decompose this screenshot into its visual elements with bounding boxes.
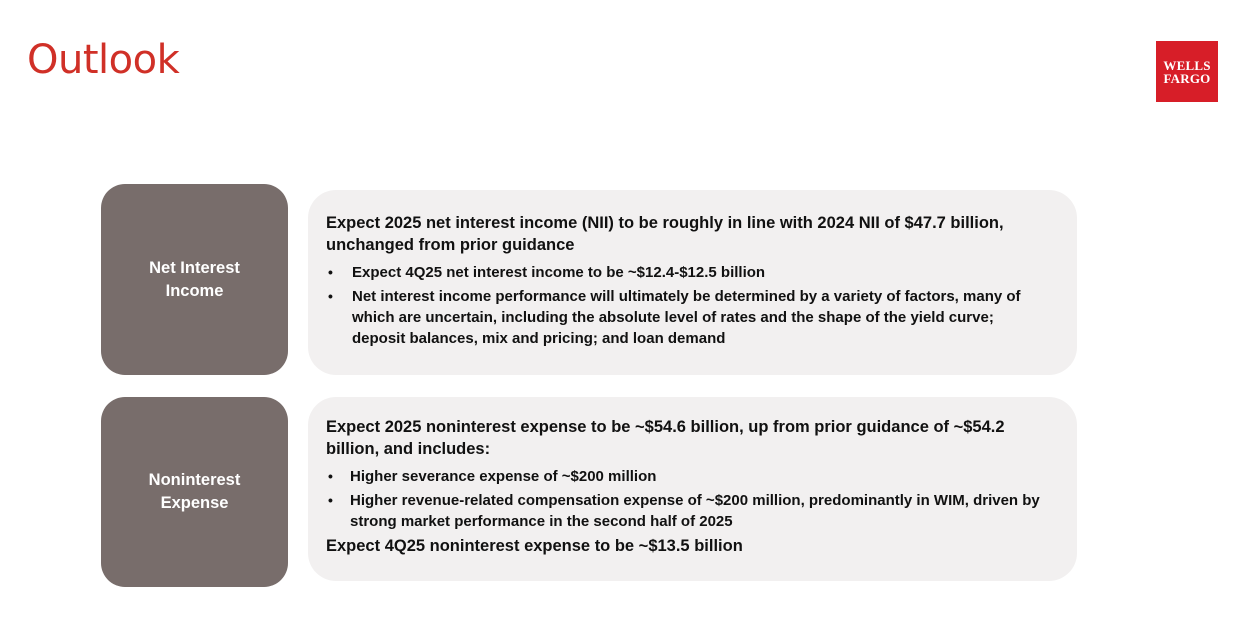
logo-line-1: WELLS <box>1163 57 1211 73</box>
section-content-noninterest-expense <box>308 397 1077 581</box>
section-label-line-1: Noninterest <box>148 471 241 489</box>
logo-line-2: FARGO <box>1163 70 1211 86</box>
bullet-item: • Higher severance expense of ~$200 million <box>326 466 1047 487</box>
section-trailer-text: Expect 4Q25 noninterest expense to be ~$13.5 billion <box>326 537 743 555</box>
section-lead-text: Expect 2025 net interest income (NII) to be roughly in line with 2024 NII of $47.7 billion, unchanged from prior guidance <box>326 214 1004 254</box>
section-label-noninterest-expense <box>101 397 288 587</box>
bullet-item: • Expect 4Q25 net interest income to be ~$12.4-$12.5 billion <box>326 262 1047 283</box>
section-label-line-2: Income <box>165 281 224 300</box>
section-label-text <box>149 257 240 303</box>
section-label-text <box>149 469 241 515</box>
logo-text <box>1163 59 1210 85</box>
bullet-item: • Net interest income performance will ultimately be determined by a variety of factors, many of which are uncertain, including the absolute level of rates and the shape of the yield curve; deposit balances, mix and pricing; and loan demand <box>326 286 1047 349</box>
wells-fargo-logo <box>1156 41 1218 102</box>
section-lead-text: Expect 2025 noninterest expense to be ~$54.6 billion, up from prior guidance of ~$54.2 billion, and includes: <box>326 418 1005 458</box>
page-title: Outlook <box>27 37 180 83</box>
section-content-net-interest-income <box>308 190 1077 375</box>
section-label-line-2: Expense <box>160 494 229 512</box>
bullet-list <box>326 466 1047 532</box>
bullet-item: • Higher revenue-related compensation expense of ~$200 million, predominantly in WIM, driven by strong market performance in the second half of 2025 <box>326 490 1047 532</box>
section-label-line-1: Net Interest <box>149 258 240 277</box>
bullet-list <box>326 262 1047 349</box>
section-label-net-interest-income <box>101 184 288 375</box>
